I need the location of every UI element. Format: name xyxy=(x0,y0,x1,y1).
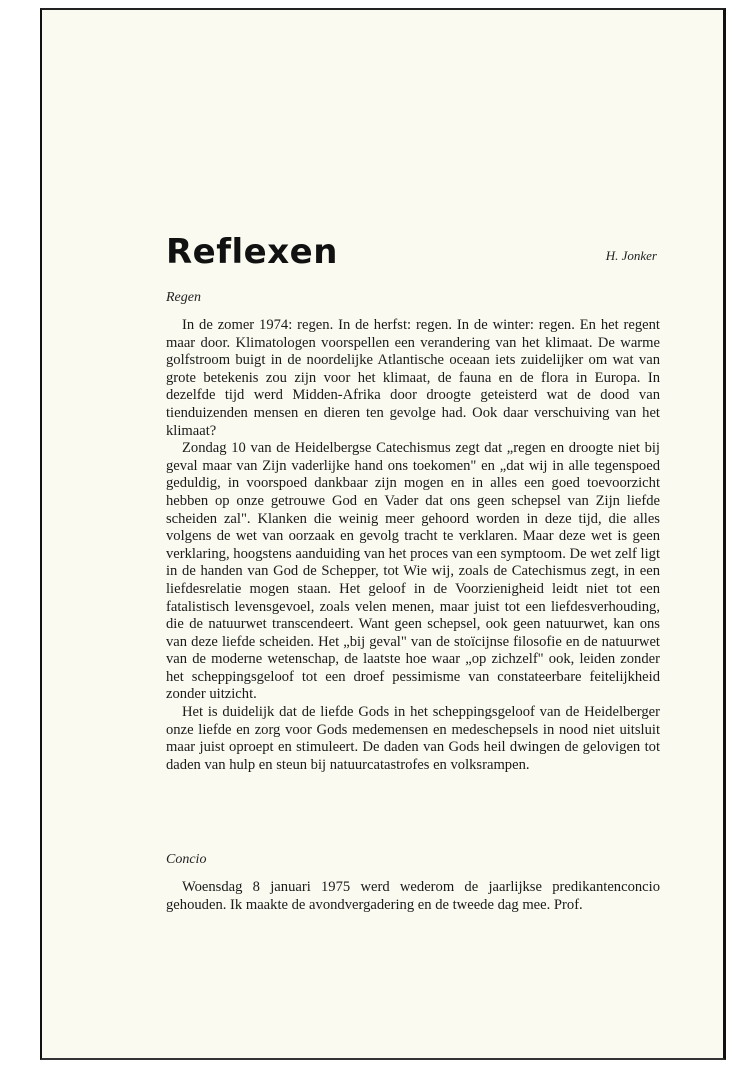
document-page xyxy=(40,8,726,1060)
section-title-concio: Concio xyxy=(166,852,207,867)
paragraph: In de zomer 1974: regen. In de herfst: regen. In de winter: regen. En het regent maar door. Klimatologen voorspellen een verandering van het klimaat. De warme golfstroom buigt in de noordelijke Atlantische oceaan iets zuidelijker om wat van grote betekenis zou zijn voor het klimaat, de fauna en de flora in Europa. In dezelfde tijd werd Midden-Afrika door droogte geteisterd wat de dood van tienduizenden mensen en dieren ten gevolge had. Ook daar verschuiving van het klimaat? xyxy=(166,317,660,439)
paragraph: Het is duidelijk dat de liefde Gods in het scheppingsgeloof van de Heidelberger onze liefde en zorg voor Gods medemensen en medeschepsels in nood niet uitsluit maar juist oproept en stimuleert. De daden van Gods heil dwingen de gelovigen tot daden van hulp en steun bij natuurcatastrofes en volksrampen. xyxy=(166,704,660,773)
section-body-concio xyxy=(166,879,660,914)
paragraph: Woensdag 8 januari 1975 werd wederom de jaarlijkse predikantenconcio gehouden. Ik maakte de avondvergadering en de tweede dag mee. Prof. xyxy=(166,879,660,913)
column-heading: Reflexen xyxy=(166,232,338,272)
section-title-regen: Regen xyxy=(166,290,201,305)
section-body-regen xyxy=(166,317,660,774)
paragraph: Zondag 10 van de Heidelbergse Catechismus zegt dat „regen en droogte niet bij geval maar van Zijn vaderlijke hand ons toekomen" en „dat wij in alle tegenspoed geduldig, in voorspoed dankbaar zijn mogen en in alles een goed toevoorzicht hebben op onze getrouwe God en Vader dat ons geen schepsel van Zijn liefde scheiden zal". Klanken die weinig meer gehoord worden in deze tijd, die alles volgens de wet van oorzaak en gevolg tracht te verklaren. Maar deze wet is geen verklaring, hoogstens aanduiding van het proces van een symptoom. De wet zelf ligt in de handen van God de Schepper, tot Wie wij, zoals de Catechismus zegt, in een liefdesrelatie mogen staan. Het geloof in de Voorzienigheid leidt niet tot een fatalistisch levensgevoel, zoals velen menen, maar juist tot een liefdesverhouding, die de natuurwet transcendeert. Want geen schepsel, ook geen natuurwet, kan ons van deze liefde scheiden. Het „bij geval" van de stoïcijnse filosofie en de natuurwet van de moderne wetenschap, de laatste hoe waar „op zichzelf" ook, leiden zonder het scheppingsgeloof tot een droef pessimisme van constateerbare feitelijkheid zonder uitzicht. xyxy=(166,440,660,703)
author-name: H. Jonker xyxy=(605,248,657,263)
